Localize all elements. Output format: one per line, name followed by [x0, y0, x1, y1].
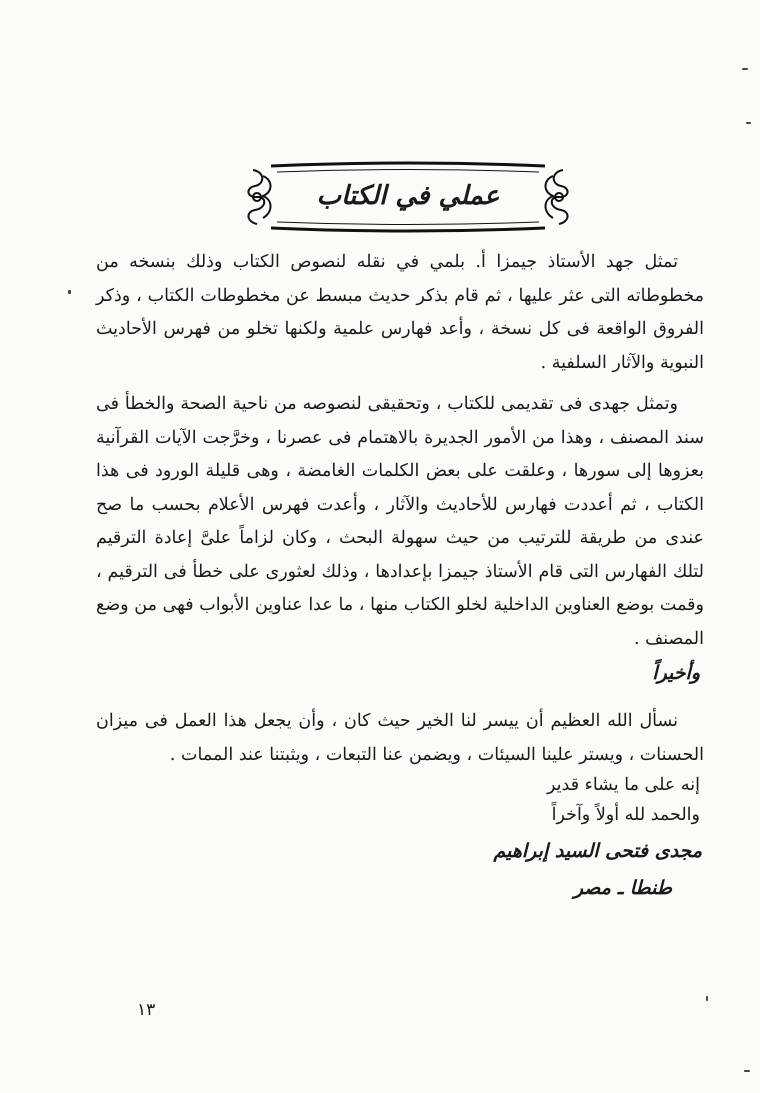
- paragraph-text: نسأل الله العظيم أن ييسر لنا الخير حيث كان ، وأن يجعل هذا العمل فى ميزان الحسنات ، ويستر علينا السيئات ، ويضمن عنا التبعات ، ويثبتنا عند الممات .: [96, 711, 704, 765]
- scan-speck: [746, 122, 751, 124]
- paragraph-text: وتمثل جهدى فى تقديمى للكتاب ، وتحقيقى لنصوصه من ناحية الصحة والخطأ فى سند المصنف ، وهذا من الأمور الجديرة بالاهتمام فى عصرنا ، وخرَّجت الآيات القرآنية بعزوها إلى سورها ، وعلقت على بعض الكلمات الغامضة ، وهى قليلة الورود فى هذا الكتاب ، ثم أعددت فهارس للأحاديث والآثار ، وأعدت فهرس الأعلام بحسب ما صح عندى من طريقة للترتيب من حيث سهولة البحث ، وكان لزاماً علىَّ إعادة الترقيم لتلك الفهارس التى قام الأستاذ جيمزا بإعدادها ، وذلك لعثورى على خطأ فى الترقيم ، وقمت بوضع العناوين الداخلية لخلو الكتاب منها ، ما عدا عناوين الأبواب فهى من وضع المصنف .: [96, 394, 704, 649]
- closing-line-1: إنه على ما يشاء قدير: [546, 775, 700, 795]
- scan-speck: [744, 1070, 750, 1072]
- scan-speck: [68, 290, 71, 294]
- paragraph-text: تمثل جهد الأستاذ جيمزا أ. بلمي في نقله لنصوص الكتاب وذلك بنسخه من مخطوطاته التى عثر عليها ، ثم قام بذكر حديث مبسط عن مخطوطات الكتاب ، وذكر الفروق الواقعة فى كل نسخة ، وأعد فهارس علمية ولكنها تخلو من فهرس الأحاديث النبوية والآثار السلفية .: [96, 252, 704, 373]
- paragraph-1: [96, 246, 704, 380]
- scan-speck: [742, 68, 748, 70]
- page-number: ١٣: [137, 1000, 156, 1020]
- signature-place: طنطا ـ مصر: [573, 877, 672, 899]
- scan-speck: [706, 996, 708, 1001]
- signature-name: مجدى فتحى السيد إبراهيم: [493, 840, 702, 862]
- closing-heading: وأخيراً: [652, 662, 700, 684]
- paragraph-2: [96, 388, 704, 656]
- closing-line-2: والحمد لله أولاً وآخراً: [551, 805, 700, 825]
- page-title: عملي في الكتاب: [316, 181, 500, 211]
- title-frame: [243, 158, 573, 236]
- closing-paragraph: [96, 705, 704, 772]
